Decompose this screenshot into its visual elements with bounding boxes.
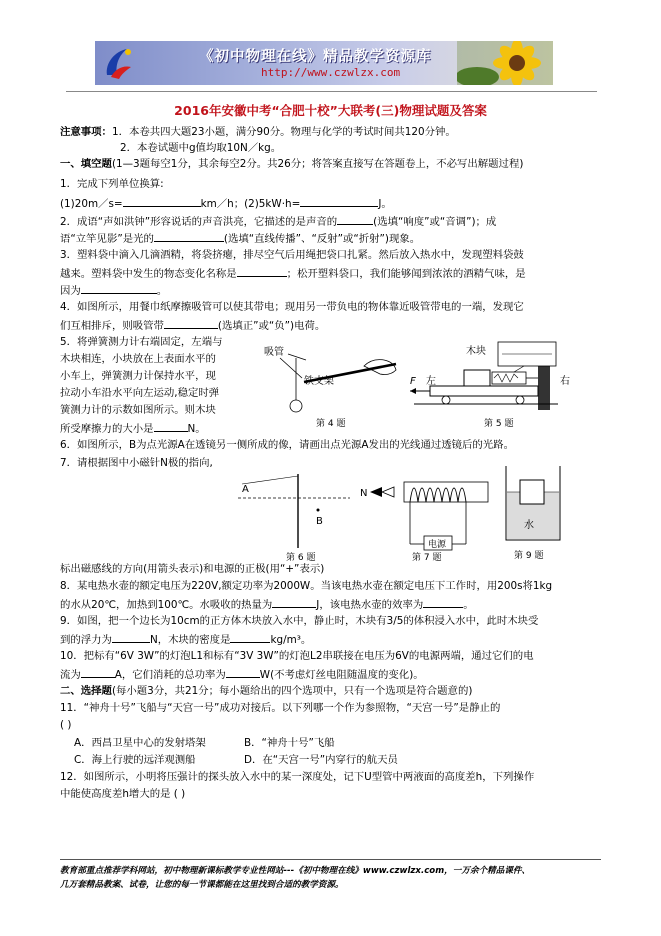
figure-4 [246, 338, 410, 432]
fig9-water-label: 水 [524, 520, 534, 531]
q5-line-2: 木块相连，小块放在上表面水平的 [60, 353, 216, 365]
section1-heading: 一、填空题 [60, 158, 112, 170]
figure-9 [500, 460, 566, 562]
banner-title: 《初中物理在线》精品教学资源库 [199, 49, 432, 65]
fig5-right-label: 右 [560, 376, 570, 387]
q1-items: (1)20m／s= km／h；(2)5kW·h= J。 [60, 198, 392, 210]
q12-stem-1: 12．如图所示，小明将压强计的探头放入水中的某一深度处，记下U型管中两液面的高度差h，下列操作 [60, 771, 535, 783]
fig7-n-label: N [360, 488, 368, 499]
fig5-wall [538, 366, 550, 410]
q10-line-2: 流为 A，它们消耗的总功率为 W(不考虑灯丝电阻随温度的变化)。 [60, 669, 424, 681]
site-logo-icon [101, 45, 135, 81]
fig7-source-label: 电源 [428, 540, 447, 550]
figure-7 [356, 466, 492, 562]
q1b-blank[interactable] [300, 196, 378, 207]
footer-line-1: 教育部重点推荐学科网站，初中物理新课标教学专业性网站---《初中物理在线》www.czwlzx.com，一万余个精品课件、 [60, 866, 531, 876]
sunflower-icon [457, 41, 553, 85]
q2-line-1: 2．成语“声如洪钟”形容说话的声音洪亮，它描述的是声音的 (选填“响度”或“音调”)；成 [60, 216, 497, 228]
q8-line-2: 的水从20℃，加热到100℃。水吸收的热量为 J，该电热水壶的效率为 。 [60, 599, 474, 611]
q9-blank-2[interactable] [230, 632, 270, 643]
q2-line-2: 语“立竿见影”是光的 (选填“直线传播”、“反射”或“折射”)现象。 [60, 233, 421, 245]
q3-line-3: 因为 。 [60, 285, 168, 297]
q11-option-b[interactable]: B．“神舟十号”飞船 [244, 737, 335, 749]
site-banner [95, 41, 553, 85]
document-title: 2016年安徽中考“合肥十校”大联考(三)物理试题及答案 [174, 103, 487, 118]
fig7-core [404, 482, 488, 502]
fig4-straw-label: 吸管 [264, 347, 284, 358]
footer-rule [60, 859, 601, 860]
q5-line-1: 5．将弹簧测力计右端固定，左端与 [60, 336, 223, 348]
fig4-stand-label: 铁支架 [304, 376, 334, 387]
q1-line: 1．完成下列单位换算: [60, 178, 164, 190]
q1a-blank[interactable] [123, 196, 201, 207]
notes-line-1 [60, 126, 456, 139]
fig4-caption: 第 4 题 [316, 419, 346, 429]
q11-stem-1: 11．“神舟十号”飞船与“天宫一号”成功对接后。以下列哪一个作为参照物，“天宫一号”是静止的 [60, 702, 501, 714]
q10-blank-1[interactable] [81, 667, 115, 678]
q5-line-4: 拉动小车沿水平向左运动,稳定时弹 [60, 387, 220, 399]
banner-url[interactable]: http://www.czwlzx.com [261, 66, 401, 79]
q4-line-1: 4．如图所示，用餐巾纸摩擦吸管可以使其带电；现用另一带负电的物体靠近吸管带电的一端，发现它 [60, 301, 524, 313]
fig5-cart [430, 386, 538, 396]
q2-blank-2[interactable] [154, 231, 224, 242]
q5-line-6: 所受摩擦力的大小是 N。 [60, 423, 206, 435]
q5-line-5: 簧测力计的示数如图所示。则木块 [60, 404, 216, 416]
q3-blank-2[interactable] [81, 283, 157, 294]
q9-line-1: 9．如图，把一个边长为10cm的正方体木块放入水中，静止时，木块有3/5的体积浸入水中，此时木块受 [60, 615, 539, 627]
q8-line-1: 8．某电热水壶的额定电压为220V,额定功率为2000W。当该电热水壶在额定电压下工作时，用200s将1kg [60, 580, 553, 592]
q11-option-a[interactable]: A．西昌卫星中心的发射塔架 [74, 737, 206, 749]
header-rule [66, 91, 597, 92]
q2-blank-1[interactable] [337, 214, 373, 225]
section1-header [60, 158, 523, 171]
fig5-left-label: 左 [426, 376, 436, 387]
fig9-caption: 第 9 题 [514, 551, 544, 561]
section2-desc: (每小题3分，共21分；每小题给出的四个选项中，只有一个选项是符合题意的) [111, 685, 473, 697]
section2-heading: 二、选择题 [60, 685, 112, 697]
fig5-block-label: 木块 [466, 346, 486, 357]
q8-blank-1[interactable] [272, 597, 316, 608]
q8-blank-2[interactable] [423, 597, 463, 608]
figure-6 [230, 470, 360, 562]
q4-blank[interactable] [164, 318, 218, 329]
q10-line-1: 10．把标有“6V 3W”的灯泡L1和标有“3V 3W”的灯泡L2串联接在电压为6V的电源两端，通过它们的电 [60, 650, 534, 662]
fig5-force-label: F [410, 376, 416, 387]
fig7-caption: 第 7 题 [412, 553, 442, 562]
q12-stem-2: 中能使高度差h增大的是 ( ) [60, 788, 186, 800]
q3-line-1: 3．塑料袋中滴入几滴酒精，将袋挤瘪，排尽空气后用绳把袋口扎紧。然后放入热水中，发现塑料袋鼓 [60, 249, 524, 261]
q9-line-2: 到的浮力为 N，木块的密度是 kg/m³。 [60, 634, 312, 646]
q3-blank-1[interactable] [237, 266, 287, 277]
q11-option-d[interactable]: D．在“天宫一号”内穿行的航天员 [244, 754, 398, 766]
fig9-block [520, 480, 544, 504]
fig5-caption: 第 5 题 [484, 419, 514, 429]
q6-line: 6．如图所示，B为点光源A在透镜另一侧所成的像，请画出点光源A发出的光线通过透镜后的光路。 [60, 439, 514, 451]
fig6-b-label: B [316, 516, 323, 527]
notes-label: 注意事项： [60, 126, 112, 138]
fig6-a-label: A [242, 484, 249, 495]
q9-blank-1[interactable] [112, 632, 150, 643]
fig7-needle [370, 487, 382, 497]
q10-blank-2[interactable] [226, 667, 260, 678]
q3-line-2: 越来。塑料袋中发生的物态变化名称是 ；松开塑料袋口，我们能够闻到浓浓的酒精气味，是 [60, 268, 526, 280]
fig7-coil [410, 488, 466, 502]
section1-desc: (1—3题每空1分，其余每空2分。共26分；将答案直接写在答题卷上，不必写出解题过程) [111, 158, 524, 170]
fig5-spring-scale [492, 372, 526, 384]
figure-5 [402, 338, 584, 432]
notes-item-1: 1．本卷共四大题23小题，满分90分。物理与化学的考试时间共120分钟。 [111, 126, 456, 138]
notes-item-2: 2．本卷试题中g值均取10N／kg。 [120, 142, 282, 154]
fig5-block [464, 370, 490, 386]
q11-option-c[interactable]: C．海上行驶的远洋观测船 [74, 754, 196, 766]
fig6-caption: 第 6 题 [286, 553, 316, 562]
footer-line-2: 几万套精品教案、试卷，让您的每一节课都能在这里找到合适的教学资源。 [60, 880, 344, 890]
q7-line-2: 标出磁感线的方向(用箭头表示)和电源的正极(用“+”表示) [60, 563, 325, 575]
q5-blank[interactable] [154, 421, 188, 432]
section2-header [60, 685, 472, 698]
q11-stem-2[interactable]: ( ) [60, 719, 72, 731]
q5-line-3: 小车上，弹簧测力计保持水平，现 [60, 370, 216, 382]
q4-line-2: 们互相排斥，则吸管带 (选填正”或“负”)电荷。 [60, 320, 326, 332]
q7-line: 7．请根据图中小磁针N极的指向, [60, 457, 213, 469]
